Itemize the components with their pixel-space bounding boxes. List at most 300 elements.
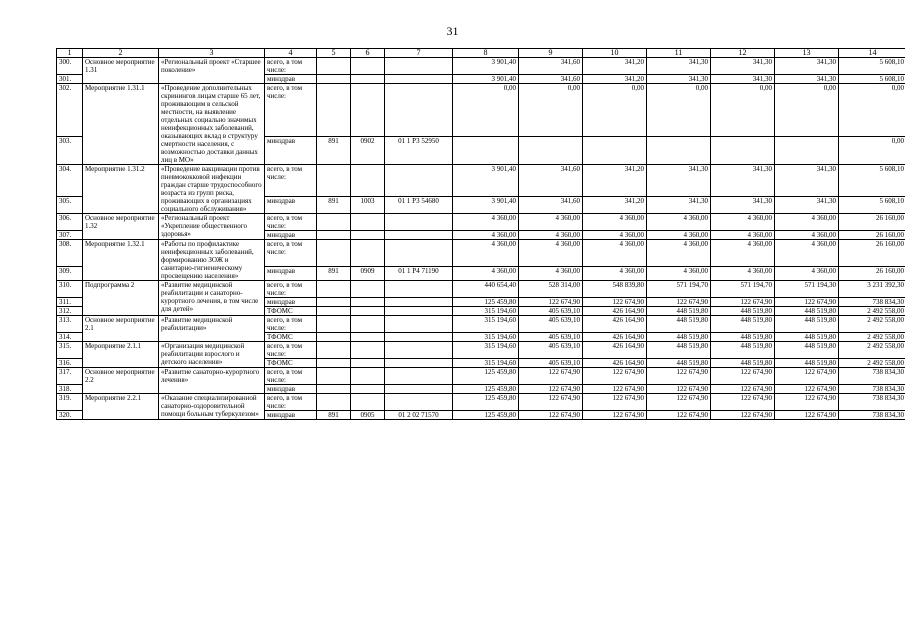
code-cell <box>317 368 351 385</box>
amount-cell: 5 608,10 <box>839 58 905 75</box>
item-description-cell: «Региональный проект «Укрепление общественного здоровья» <box>159 214 265 240</box>
amount-cell: 426 164,90 <box>583 342 647 359</box>
item-description-cell: «Региональный проект «Старшее поколение» <box>159 58 265 84</box>
responsible-cell: всего, в том числе: <box>265 58 317 75</box>
amount-cell: 405 639,10 <box>519 316 583 333</box>
amount-cell: 122 674,90 <box>711 394 775 411</box>
amount-cell: 4 360,00 <box>519 266 583 280</box>
code-cell <box>385 385 453 394</box>
amount-cell: 125 459,80 <box>453 411 519 420</box>
code-cell <box>385 368 453 385</box>
amount-cell: 3 901,40 <box>453 197 519 214</box>
code-cell <box>317 307 351 316</box>
amount-cell: 448 519,80 <box>711 359 775 368</box>
amount-cell: 426 164,90 <box>583 333 647 342</box>
amount-cell: 122 674,90 <box>775 368 839 385</box>
responsible-cell: ТФОМС <box>265 307 317 316</box>
item-description-cell: «Организация медицинской реабилитации взрослого и детского населения» <box>159 342 265 368</box>
responsible-cell: минздрав <box>265 197 317 214</box>
amount-cell: 341,30 <box>775 197 839 214</box>
table-row <box>57 84 905 137</box>
column-header: 3 <box>159 49 265 58</box>
amount-cell: 315 194,60 <box>453 359 519 368</box>
row-number-cell: 307. <box>57 231 83 240</box>
amount-cell: 122 674,90 <box>583 385 647 394</box>
responsible-cell: всего, в том числе: <box>265 281 317 298</box>
amount-cell: 738 834,30 <box>839 385 905 394</box>
amount-cell: 341,60 <box>519 165 583 197</box>
table-header-row <box>57 49 905 58</box>
item-name-cell: Мероприятие 1.32.1 <box>83 240 159 281</box>
amount-cell: 0,00 <box>647 84 711 137</box>
row-number-cell: 316. <box>57 359 83 368</box>
budget-table <box>56 48 905 420</box>
code-cell <box>317 214 351 231</box>
code-cell <box>317 240 351 267</box>
code-cell <box>385 240 453 267</box>
responsible-cell: всего, в том числе: <box>265 316 317 333</box>
amount-cell: 571 194,70 <box>711 281 775 298</box>
amount-cell: 548 839,80 <box>583 281 647 298</box>
responsible-cell: минздрав <box>265 136 317 164</box>
item-description-cell: «Развитие медицинской реабилитации» <box>159 316 265 342</box>
amount-cell: 2 492 558,00 <box>839 307 905 316</box>
amount-cell: 4 360,00 <box>453 266 519 280</box>
amount-cell: 448 519,80 <box>775 342 839 359</box>
row-number-cell: 309. <box>57 266 83 280</box>
code-cell <box>385 58 453 75</box>
row-number-cell: 304. <box>57 165 83 197</box>
amount-cell: 3 901,40 <box>453 165 519 197</box>
amount-cell: 4 360,00 <box>775 214 839 231</box>
amount-cell: 448 519,80 <box>711 307 775 316</box>
amount-cell: 405 639,10 <box>519 333 583 342</box>
amount-cell: 122 674,90 <box>583 368 647 385</box>
page-number: 31 <box>446 24 459 38</box>
amount-cell: 4 360,00 <box>453 240 519 267</box>
amount-cell: 341,60 <box>519 58 583 75</box>
table-row <box>57 165 905 197</box>
amount-cell: 448 519,80 <box>647 342 711 359</box>
column-header: 14 <box>839 49 905 58</box>
item-name-cell: Основное мероприятие 1.32 <box>83 214 159 240</box>
amount-cell: 4 360,00 <box>647 214 711 231</box>
amount-cell: 4 360,00 <box>647 266 711 280</box>
amount-cell: 4 360,00 <box>775 231 839 240</box>
amount-cell: 341,30 <box>647 75 711 84</box>
responsible-cell: минздрав <box>265 385 317 394</box>
code-cell <box>351 298 385 307</box>
amount-cell: 122 674,90 <box>711 368 775 385</box>
amount-cell: 341,30 <box>647 197 711 214</box>
table-row <box>57 281 905 298</box>
amount-cell: 0,00 <box>775 84 839 137</box>
amount-cell: 122 674,90 <box>519 298 583 307</box>
item-name-cell: Подпрограмма 2 <box>83 281 159 316</box>
amount-cell <box>519 136 583 164</box>
amount-cell: 26 160,00 <box>839 266 905 280</box>
table-row <box>57 368 905 385</box>
row-number-cell: 318. <box>57 385 83 394</box>
table-row <box>57 342 905 359</box>
item-name-cell: Основное мероприятие 2.2 <box>83 368 159 394</box>
code-cell <box>351 385 385 394</box>
amount-cell: 448 519,80 <box>711 333 775 342</box>
amount-cell: 448 519,80 <box>711 316 775 333</box>
amount-cell: 0,00 <box>583 84 647 137</box>
amount-cell: 2 492 558,00 <box>839 342 905 359</box>
responsible-cell: всего, в том числе: <box>265 394 317 411</box>
table-row <box>57 214 905 231</box>
amount-cell: 122 674,90 <box>647 385 711 394</box>
amount-cell: 341,60 <box>519 197 583 214</box>
column-header: 8 <box>453 49 519 58</box>
amount-cell: 341,30 <box>647 58 711 75</box>
code-cell <box>351 75 385 84</box>
column-header: 4 <box>265 49 317 58</box>
amount-cell: 341,30 <box>711 58 775 75</box>
responsible-cell: минздрав <box>265 75 317 84</box>
code-cell <box>317 359 351 368</box>
item-description-cell: «Работы по профилактике неинфекционных заболеваний, формированию ЗОЖ и санитарно-гигиеническому просвещению населения» <box>159 240 265 281</box>
code-cell: 891 <box>317 411 351 420</box>
amount-cell: 0,00 <box>711 84 775 137</box>
code-cell: 01 1 Р3 52950 <box>385 136 453 164</box>
code-cell <box>385 333 453 342</box>
column-header: 2 <box>83 49 159 58</box>
amount-cell: 528 314,00 <box>519 281 583 298</box>
column-header: 10 <box>583 49 647 58</box>
amount-cell: 4 360,00 <box>775 240 839 267</box>
amount-cell: 426 164,90 <box>583 316 647 333</box>
item-name-cell: Основное мероприятие 1.31 <box>83 58 159 84</box>
table-row <box>57 58 905 75</box>
amount-cell: 5 608,10 <box>839 165 905 197</box>
code-cell <box>351 333 385 342</box>
amount-cell: 4 360,00 <box>453 214 519 231</box>
column-header: 5 <box>317 49 351 58</box>
column-header: 11 <box>647 49 711 58</box>
code-cell <box>351 368 385 385</box>
column-header: 12 <box>711 49 775 58</box>
responsible-cell: всего, в том числе: <box>265 342 317 359</box>
code-cell <box>351 307 385 316</box>
column-header: 9 <box>519 49 583 58</box>
amount-cell: 341,20 <box>583 197 647 214</box>
amount-cell: 341,30 <box>711 165 775 197</box>
code-cell <box>385 214 453 231</box>
amount-cell: 341,20 <box>583 165 647 197</box>
item-description-cell: «Проведение дополнительных скринингов лицам старше 65 лет, проживающим в сельской местности, на выявление отдельных социально значимых неинфекционных заболеваний, оказывающих вклад в структуру смертности населения, с возможностью доставки данных лиц в МО» <box>159 84 265 165</box>
amount-cell: 738 834,30 <box>839 298 905 307</box>
responsible-cell: минздрав <box>265 298 317 307</box>
amount-cell: 0,00 <box>839 136 905 164</box>
row-number-cell: 302. <box>57 84 83 137</box>
amount-cell: 315 194,60 <box>453 342 519 359</box>
table-body <box>57 58 905 420</box>
item-name-cell: Мероприятие 2.2.1 <box>83 394 159 420</box>
row-number-cell: 317. <box>57 368 83 385</box>
amount-cell: 341,60 <box>519 75 583 84</box>
amount-cell: 448 519,80 <box>647 316 711 333</box>
table-row <box>57 240 905 267</box>
item-name-cell: Мероприятие 1.31.1 <box>83 84 159 165</box>
amount-cell: 405 639,10 <box>519 359 583 368</box>
amount-cell: 448 519,80 <box>775 333 839 342</box>
code-cell <box>317 385 351 394</box>
responsible-cell: всего, в том числе: <box>265 165 317 197</box>
code-cell <box>385 165 453 197</box>
amount-cell: 122 674,90 <box>647 298 711 307</box>
amount-cell: 448 519,80 <box>647 359 711 368</box>
amount-cell: 341,20 <box>583 58 647 75</box>
amount-cell: 341,30 <box>711 197 775 214</box>
code-cell <box>351 231 385 240</box>
code-cell <box>351 394 385 411</box>
row-number-cell: 300. <box>57 58 83 75</box>
responsible-cell: минздрав <box>265 266 317 280</box>
code-cell <box>317 75 351 84</box>
code-cell <box>317 58 351 75</box>
amount-cell: 122 674,90 <box>519 385 583 394</box>
item-description-cell: «Проведение вакцинации против пневмококковой инфекции граждан старше трудоспособного возраста из групп риска, проживающих в организациях социального обслуживания» <box>159 165 265 214</box>
code-cell <box>385 231 453 240</box>
amount-cell: 4 360,00 <box>775 266 839 280</box>
responsible-cell: минздрав <box>265 411 317 420</box>
code-cell <box>351 281 385 298</box>
amount-cell: 4 360,00 <box>583 214 647 231</box>
item-description-cell: «Развитие медицинской реабилитации и санаторно-курортного лечения, в том числе для детей» <box>159 281 265 316</box>
responsible-cell: всего, в том числе: <box>265 368 317 385</box>
amount-cell: 3 901,40 <box>453 58 519 75</box>
amount-cell: 426 164,90 <box>583 359 647 368</box>
row-number-cell: 306. <box>57 214 83 231</box>
item-name-cell: Основное мероприятие 2.1 <box>83 316 159 342</box>
amount-cell <box>775 136 839 164</box>
row-number-cell: 301. <box>57 75 83 84</box>
code-cell: 1003 <box>351 197 385 214</box>
code-cell <box>351 342 385 359</box>
amount-cell: 440 654,40 <box>453 281 519 298</box>
amount-cell: 315 194,60 <box>453 316 519 333</box>
row-number-cell: 305. <box>57 197 83 214</box>
amount-cell: 122 674,90 <box>519 411 583 420</box>
amount-cell <box>647 136 711 164</box>
code-cell <box>351 240 385 267</box>
amount-cell: 2 492 558,00 <box>839 359 905 368</box>
amount-cell: 4 360,00 <box>711 214 775 231</box>
code-cell <box>317 231 351 240</box>
amount-cell: 4 360,00 <box>583 231 647 240</box>
amount-cell: 341,20 <box>583 75 647 84</box>
amount-cell: 341,30 <box>711 75 775 84</box>
responsible-cell: всего, в том числе: <box>265 214 317 231</box>
amount-cell: 4 360,00 <box>453 231 519 240</box>
amount-cell: 4 360,00 <box>711 266 775 280</box>
column-header: 13 <box>775 49 839 58</box>
amount-cell: 738 834,30 <box>839 368 905 385</box>
amount-cell: 122 674,90 <box>775 394 839 411</box>
code-cell <box>317 342 351 359</box>
code-cell <box>385 394 453 411</box>
amount-cell: 122 674,90 <box>647 368 711 385</box>
amount-cell: 122 674,90 <box>519 394 583 411</box>
amount-cell: 2 492 558,00 <box>839 316 905 333</box>
amount-cell: 0,00 <box>519 84 583 137</box>
amount-cell: 122 674,90 <box>519 368 583 385</box>
code-cell: 01 2 02 71570 <box>385 411 453 420</box>
amount-cell: 341,30 <box>647 165 711 197</box>
amount-cell: 341,30 <box>775 75 839 84</box>
code-cell <box>351 84 385 137</box>
amount-cell: 122 674,90 <box>775 298 839 307</box>
amount-cell: 448 519,80 <box>711 342 775 359</box>
amount-cell: 571 194,70 <box>647 281 711 298</box>
row-number-cell: 312. <box>57 307 83 316</box>
code-cell <box>351 316 385 333</box>
code-cell <box>385 84 453 137</box>
amount-cell: 0,00 <box>839 84 905 137</box>
row-number-cell: 314. <box>57 333 83 342</box>
amount-cell: 122 674,90 <box>711 298 775 307</box>
code-cell <box>317 333 351 342</box>
responsible-cell: всего, в том числе: <box>265 84 317 137</box>
amount-cell: 122 674,90 <box>583 298 647 307</box>
code-cell: 891 <box>317 136 351 164</box>
code-cell <box>351 165 385 197</box>
code-cell <box>317 298 351 307</box>
amount-cell: 4 360,00 <box>519 231 583 240</box>
code-cell <box>317 316 351 333</box>
amount-cell: 26 160,00 <box>839 214 905 231</box>
amount-cell: 738 834,30 <box>839 394 905 411</box>
code-cell <box>385 316 453 333</box>
amount-cell: 122 674,90 <box>647 411 711 420</box>
amount-cell: 4 360,00 <box>647 240 711 267</box>
code-cell: 891 <box>317 266 351 280</box>
amount-cell: 122 674,90 <box>583 411 647 420</box>
amount-cell: 2 492 558,00 <box>839 333 905 342</box>
amount-cell: 315 194,60 <box>453 307 519 316</box>
amount-cell: 448 519,80 <box>775 359 839 368</box>
amount-cell: 426 164,90 <box>583 307 647 316</box>
row-number-cell: 313. <box>57 316 83 333</box>
amount-cell: 405 639,10 <box>519 342 583 359</box>
amount-cell: 122 674,90 <box>711 411 775 420</box>
amount-cell <box>711 136 775 164</box>
amount-cell: 4 360,00 <box>711 231 775 240</box>
code-cell: 0905 <box>351 411 385 420</box>
amount-cell: 4 360,00 <box>583 240 647 267</box>
amount-cell: 448 519,80 <box>647 333 711 342</box>
responsible-cell: ТФОМС <box>265 359 317 368</box>
code-cell <box>317 165 351 197</box>
amount-cell: 4 360,00 <box>583 266 647 280</box>
amount-cell <box>453 136 519 164</box>
amount-cell: 5 608,10 <box>839 197 905 214</box>
table-row <box>57 394 905 411</box>
item-name-cell: Мероприятие 1.31.2 <box>83 165 159 214</box>
amount-cell: 125 459,80 <box>453 368 519 385</box>
amount-cell: 0,00 <box>453 84 519 137</box>
row-number-cell: 315. <box>57 342 83 359</box>
code-cell: 01 1 Р4 71190 <box>385 266 453 280</box>
amount-cell: 122 674,90 <box>711 385 775 394</box>
amount-cell: 341,30 <box>775 165 839 197</box>
code-cell <box>351 214 385 231</box>
row-number-cell: 311. <box>57 298 83 307</box>
amount-cell: 3 231 392,30 <box>839 281 905 298</box>
column-header: 7 <box>385 49 453 58</box>
amount-cell: 26 160,00 <box>839 240 905 267</box>
amount-cell: 4 360,00 <box>647 231 711 240</box>
code-cell <box>351 359 385 368</box>
code-cell <box>317 281 351 298</box>
row-number-cell: 303. <box>57 136 83 164</box>
code-cell <box>385 298 453 307</box>
responsible-cell: минздрав <box>265 231 317 240</box>
amount-cell: 125 459,80 <box>453 298 519 307</box>
item-name-cell: Мероприятие 2.1.1 <box>83 342 159 368</box>
code-cell: 0902 <box>351 136 385 164</box>
code-cell <box>317 394 351 411</box>
amount-cell: 122 674,90 <box>647 394 711 411</box>
row-number-cell: 310. <box>57 281 83 298</box>
code-cell <box>385 359 453 368</box>
code-cell <box>385 281 453 298</box>
amount-cell: 448 519,80 <box>775 316 839 333</box>
column-header: 6 <box>351 49 385 58</box>
amount-cell: 122 674,90 <box>775 411 839 420</box>
code-cell <box>351 58 385 75</box>
table-row <box>57 316 905 333</box>
item-description-cell: «Оказание специализированной санаторно-оздоровительной помощи больным туберкулезом» <box>159 394 265 420</box>
code-cell <box>385 342 453 359</box>
responsible-cell: всего, в том числе: <box>265 240 317 267</box>
row-number-cell: 319. <box>57 394 83 411</box>
amount-cell: 4 360,00 <box>711 240 775 267</box>
code-cell: 01 1 Р3 54680 <box>385 197 453 214</box>
amount-cell: 448 519,80 <box>775 307 839 316</box>
amount-cell: 26 160,00 <box>839 231 905 240</box>
row-number-cell: 320. <box>57 411 83 420</box>
amount-cell: 405 639,10 <box>519 307 583 316</box>
code-cell: 0909 <box>351 266 385 280</box>
amount-cell <box>583 136 647 164</box>
amount-cell: 122 674,90 <box>775 385 839 394</box>
amount-cell: 4 360,00 <box>519 214 583 231</box>
amount-cell: 125 459,80 <box>453 385 519 394</box>
code-cell <box>317 84 351 137</box>
amount-cell: 571 194,30 <box>775 281 839 298</box>
amount-cell: 3 901,40 <box>453 75 519 84</box>
amount-cell: 448 519,80 <box>647 307 711 316</box>
item-description-cell: «Развитие санаторно-курортного лечения» <box>159 368 265 394</box>
code-cell <box>385 307 453 316</box>
amount-cell: 5 608,10 <box>839 75 905 84</box>
responsible-cell: ТФОМС <box>265 333 317 342</box>
column-header: 1 <box>57 49 83 58</box>
amount-cell: 738 834,30 <box>839 411 905 420</box>
amount-cell: 315 194,60 <box>453 333 519 342</box>
code-cell <box>385 75 453 84</box>
amount-cell: 122 674,90 <box>583 394 647 411</box>
amount-cell: 125 459,80 <box>453 394 519 411</box>
row-number-cell: 308. <box>57 240 83 267</box>
amount-cell: 4 360,00 <box>519 240 583 267</box>
amount-cell: 341,30 <box>775 58 839 75</box>
code-cell: 891 <box>317 197 351 214</box>
